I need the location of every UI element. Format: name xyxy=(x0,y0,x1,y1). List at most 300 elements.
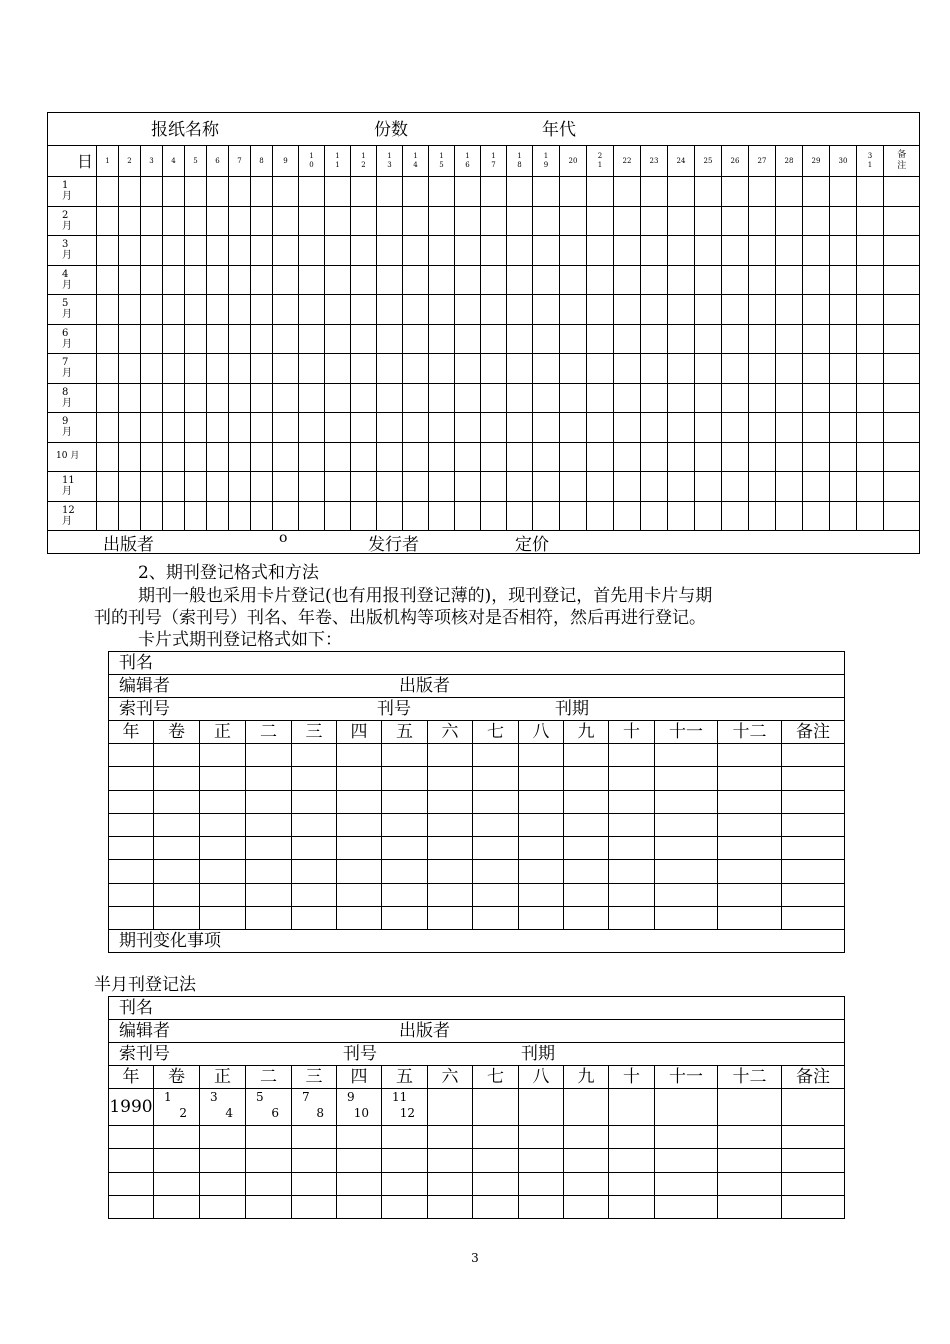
issue-pair xyxy=(337,1089,381,1125)
grid-cell xyxy=(803,472,830,502)
grid-cell xyxy=(229,324,251,354)
grid-cell xyxy=(641,383,668,413)
grid-cell xyxy=(587,295,614,325)
grid-cell xyxy=(668,324,695,354)
card2-issue-pair-cell xyxy=(200,1089,246,1126)
month-label: 4 月 xyxy=(48,265,97,295)
grid-cell xyxy=(830,324,857,354)
card2-cell xyxy=(337,1126,382,1149)
grid-cell xyxy=(325,265,351,295)
grid-cell xyxy=(273,206,299,236)
card2-cell xyxy=(473,1172,519,1195)
grid-cell xyxy=(351,177,377,207)
grid-cell xyxy=(668,177,695,207)
grid-cell xyxy=(299,442,325,472)
periodical-card-table xyxy=(108,651,845,953)
grid-cell xyxy=(429,501,455,531)
newspaper-register-table xyxy=(47,112,920,554)
grid-cell xyxy=(587,501,614,531)
issue-pair xyxy=(292,1089,336,1125)
grid-cell xyxy=(273,383,299,413)
month-rows xyxy=(48,177,920,531)
issue-even: 6 xyxy=(271,1106,279,1120)
card1-cell xyxy=(519,860,564,883)
card2-col-header: 六 xyxy=(428,1066,473,1089)
card1-cell xyxy=(109,883,154,906)
grid-cell xyxy=(533,413,560,443)
grid-cell xyxy=(377,383,403,413)
card2-cell xyxy=(200,1195,246,1218)
grid-cell xyxy=(668,413,695,443)
card2-cell xyxy=(246,1149,292,1172)
card-footer-row xyxy=(109,930,845,953)
grid-cell xyxy=(229,206,251,236)
grid-cell xyxy=(560,236,587,266)
grid-cell xyxy=(273,265,299,295)
card1-cell xyxy=(564,767,609,790)
card1-cell xyxy=(154,860,200,883)
day-cell: 25 xyxy=(695,146,722,177)
grid-cell xyxy=(163,206,185,236)
card2-title-row xyxy=(109,997,845,1020)
grid-cell xyxy=(830,383,857,413)
card2-issue-pair-cell xyxy=(337,1089,382,1126)
grid-cell xyxy=(119,206,141,236)
card1-col-header: 三 xyxy=(292,721,337,744)
grid-cell xyxy=(749,472,776,502)
card1-cell xyxy=(337,790,382,813)
grid-cell xyxy=(273,413,299,443)
grid-cell xyxy=(587,442,614,472)
card2-cell xyxy=(246,1172,292,1195)
card2-editor-label: 编辑者 xyxy=(119,1021,170,1041)
card1-col-header: 八 xyxy=(519,721,564,744)
grid-cell xyxy=(229,236,251,266)
grid-cell xyxy=(481,442,507,472)
grid-cell xyxy=(614,324,641,354)
grid-cell xyxy=(668,265,695,295)
grid-cell xyxy=(403,472,429,502)
card1-cell xyxy=(200,860,246,883)
card2-cell xyxy=(609,1126,655,1149)
issue-pair xyxy=(382,1089,427,1125)
grid-cell xyxy=(429,236,455,266)
grid-cell xyxy=(803,177,830,207)
grid-cell xyxy=(403,501,429,531)
card1-cell xyxy=(609,744,655,767)
card2-cell xyxy=(564,1149,609,1172)
grid-cell xyxy=(533,324,560,354)
grid-cell xyxy=(351,206,377,236)
card2-col-header: 三 xyxy=(292,1066,337,1089)
grid-cell xyxy=(884,206,920,236)
grid-cell xyxy=(587,177,614,207)
grid-cell xyxy=(533,236,560,266)
card2-cell xyxy=(109,1149,154,1172)
day-cell: 6 xyxy=(207,146,229,177)
newspaper-header-row xyxy=(48,113,920,146)
grid-cell xyxy=(207,501,229,531)
grid-cell xyxy=(325,354,351,384)
grid-cell xyxy=(641,295,668,325)
card-title-label: 刊名 xyxy=(119,653,153,673)
grid-cell xyxy=(377,354,403,384)
grid-cell xyxy=(668,354,695,384)
card-intro: 卡片式期刊登记格式如下： xyxy=(138,630,342,650)
day-cell: 2 xyxy=(119,146,141,177)
card1-cell xyxy=(655,883,718,906)
card1-cell xyxy=(655,790,718,813)
grid-cell xyxy=(429,383,455,413)
grid-cell xyxy=(749,265,776,295)
grid-cell xyxy=(273,295,299,325)
card2-cell xyxy=(246,1126,292,1149)
grid-cell xyxy=(507,442,533,472)
card2-title-label: 刊名 xyxy=(119,998,153,1018)
card1-empty-row xyxy=(109,813,845,836)
card2-cell xyxy=(519,1172,564,1195)
publisher-label: 出版者 xyxy=(103,535,154,554)
grid-cell xyxy=(119,236,141,266)
grid-cell xyxy=(351,501,377,531)
card1-cell xyxy=(246,907,292,930)
grid-cell xyxy=(141,442,163,472)
card1-cell xyxy=(473,883,519,906)
day-cell: 3 1 xyxy=(857,146,884,177)
grid-cell xyxy=(481,177,507,207)
remarks-header-cell: 备 注 xyxy=(884,146,920,177)
grid-cell xyxy=(857,413,884,443)
issue-odd: 9 xyxy=(347,1090,355,1104)
card2-cell xyxy=(655,1172,718,1195)
card2-cell xyxy=(109,1195,154,1218)
issue-even: 12 xyxy=(399,1106,415,1120)
distributor-label: 发行者 xyxy=(368,535,419,554)
card1-cell xyxy=(718,907,782,930)
card1-cell xyxy=(154,767,200,790)
grid-cell xyxy=(163,354,185,384)
day-header-row xyxy=(48,146,920,177)
card1-empty-row xyxy=(109,907,845,930)
grid-cell xyxy=(507,265,533,295)
grid-cell xyxy=(776,413,803,443)
grid-cell xyxy=(377,265,403,295)
card1-cell xyxy=(292,837,337,860)
grid-cell xyxy=(749,442,776,472)
grid-cell xyxy=(641,354,668,384)
grid-cell xyxy=(97,236,119,266)
grid-cell xyxy=(229,442,251,472)
card1-cell xyxy=(519,813,564,836)
card1-cell xyxy=(200,813,246,836)
card1-cell xyxy=(200,837,246,860)
card2-empty-row xyxy=(109,1172,845,1195)
card1-cell xyxy=(609,883,655,906)
card1-cell xyxy=(564,813,609,836)
grid-cell xyxy=(668,236,695,266)
grid-cell xyxy=(207,236,229,266)
card1-cell xyxy=(246,790,292,813)
newspaper-name-label: 报纸名称 xyxy=(151,120,219,140)
issue-even: 10 xyxy=(353,1106,369,1120)
grid-cell xyxy=(722,383,749,413)
card1-cell xyxy=(473,813,519,836)
card1-cell xyxy=(564,744,609,767)
card1-cell xyxy=(718,860,782,883)
grid-cell xyxy=(830,206,857,236)
card2-col-header: 九 xyxy=(564,1066,609,1089)
grid-cell xyxy=(830,354,857,384)
grid-cell xyxy=(119,324,141,354)
grid-cell xyxy=(97,265,119,295)
grid-cell xyxy=(455,177,481,207)
grid-cell xyxy=(325,236,351,266)
grid-cell xyxy=(229,501,251,531)
grid-cell xyxy=(403,265,429,295)
day-cell: 9 xyxy=(273,146,299,177)
grid-cell xyxy=(229,177,251,207)
card1-cell xyxy=(428,744,473,767)
card2-cell xyxy=(382,1126,428,1149)
grid-cell xyxy=(325,177,351,207)
grid-cell xyxy=(614,472,641,502)
grid-cell xyxy=(377,295,403,325)
grid-cell xyxy=(668,442,695,472)
grid-cell xyxy=(722,324,749,354)
grid-cell xyxy=(641,206,668,236)
card1-cell xyxy=(609,860,655,883)
card1-cell xyxy=(655,837,718,860)
card1-cell xyxy=(609,907,655,930)
grid-cell xyxy=(299,472,325,502)
grid-cell xyxy=(455,383,481,413)
day-cell: 22 xyxy=(614,146,641,177)
card2-cell xyxy=(609,1172,655,1195)
grid-cell xyxy=(749,295,776,325)
grid-cell xyxy=(403,413,429,443)
card2-cell xyxy=(473,1195,519,1218)
card1-empty-row xyxy=(109,744,845,767)
grid-cell xyxy=(229,265,251,295)
card2-cell xyxy=(718,1172,782,1195)
card1-cell xyxy=(655,860,718,883)
card2-cell xyxy=(428,1126,473,1149)
card2-cell xyxy=(337,1172,382,1195)
grid-cell xyxy=(251,324,273,354)
grid-cell xyxy=(884,177,920,207)
card1-cell xyxy=(292,860,337,883)
card1-cell xyxy=(337,837,382,860)
grid-cell xyxy=(481,501,507,531)
card1-cell xyxy=(519,837,564,860)
card1-cell xyxy=(718,837,782,860)
grid-cell xyxy=(560,413,587,443)
day-cell: 1 xyxy=(97,146,119,177)
card2-cell xyxy=(473,1089,519,1126)
grid-cell xyxy=(429,442,455,472)
grid-cell xyxy=(119,472,141,502)
card1-col-header: 六 xyxy=(428,721,473,744)
card1-cell xyxy=(782,860,845,883)
grid-cell xyxy=(641,472,668,502)
grid-cell xyxy=(299,265,325,295)
card1-cell xyxy=(246,883,292,906)
card1-cell xyxy=(200,883,246,906)
card1-cell xyxy=(382,907,428,930)
grid-cell xyxy=(507,177,533,207)
grid-cell xyxy=(251,442,273,472)
newspaper-footer-row xyxy=(48,531,920,554)
grid-cell xyxy=(351,442,377,472)
grid-cell xyxy=(641,177,668,207)
grid-cell xyxy=(429,413,455,443)
grid-cell xyxy=(481,265,507,295)
semi-monthly-card-table xyxy=(108,996,845,1219)
grid-cell xyxy=(884,265,920,295)
grid-cell xyxy=(614,383,641,413)
grid-cell xyxy=(641,265,668,295)
card2-cell xyxy=(200,1126,246,1149)
grid-cell xyxy=(668,206,695,236)
issue-period-label: 刊期 xyxy=(555,699,589,719)
card2-cell xyxy=(246,1195,292,1218)
card1-cell xyxy=(154,744,200,767)
grid-cell xyxy=(185,206,207,236)
month-row xyxy=(48,265,920,295)
grid-cell xyxy=(507,236,533,266)
card1-cell xyxy=(246,767,292,790)
grid-cell xyxy=(273,177,299,207)
grid-cell xyxy=(455,265,481,295)
grid-cell xyxy=(229,354,251,384)
issue-pair xyxy=(246,1089,291,1125)
issue-odd: 3 xyxy=(210,1090,218,1104)
card1-cell xyxy=(782,790,845,813)
card1-cell xyxy=(337,883,382,906)
grid-cell xyxy=(803,413,830,443)
issue-number-label: 刊号 xyxy=(377,699,411,719)
grid-cell xyxy=(481,324,507,354)
card-editor-row xyxy=(109,675,845,698)
day-cell: 26 xyxy=(722,146,749,177)
grid-cell xyxy=(749,354,776,384)
grid-cell xyxy=(560,472,587,502)
day-cell: 1 0 xyxy=(299,146,325,177)
card1-cell xyxy=(292,813,337,836)
grid-cell xyxy=(97,295,119,325)
grid-cell xyxy=(299,413,325,443)
grid-cell xyxy=(560,177,587,207)
month-row xyxy=(48,236,920,266)
grid-cell xyxy=(119,383,141,413)
grid-cell xyxy=(207,206,229,236)
grid-cell xyxy=(119,265,141,295)
grid-cell xyxy=(776,324,803,354)
grid-cell xyxy=(377,442,403,472)
grid-cell xyxy=(185,354,207,384)
grid-cell xyxy=(141,265,163,295)
grid-cell xyxy=(299,206,325,236)
grid-cell xyxy=(641,501,668,531)
day-cell: 1 4 xyxy=(403,146,429,177)
card2-col-header: 十二 xyxy=(718,1066,782,1089)
grid-cell xyxy=(857,383,884,413)
grid-cell xyxy=(695,177,722,207)
grid-cell xyxy=(695,206,722,236)
card1-cell xyxy=(154,837,200,860)
card2-cell xyxy=(564,1089,609,1126)
card2-cell xyxy=(519,1126,564,1149)
grid-cell xyxy=(273,472,299,502)
month-label: 12 月 xyxy=(48,501,97,531)
card1-col-header: 五 xyxy=(382,721,428,744)
grid-cell xyxy=(251,472,273,502)
grid-cell xyxy=(429,295,455,325)
grid-cell xyxy=(587,265,614,295)
day-cell: 1 2 xyxy=(351,146,377,177)
card-publisher-label: 出版者 xyxy=(399,676,450,696)
grid-cell xyxy=(776,265,803,295)
card1-cell xyxy=(519,790,564,813)
grid-cell xyxy=(614,413,641,443)
card1-cell xyxy=(428,907,473,930)
grid-cell xyxy=(377,177,403,207)
grid-cell xyxy=(325,472,351,502)
grid-cell xyxy=(507,383,533,413)
grid-cell xyxy=(695,324,722,354)
card1-cell xyxy=(655,744,718,767)
card1-cell xyxy=(519,767,564,790)
grid-cell xyxy=(377,472,403,502)
grid-cell xyxy=(641,236,668,266)
month-label: 6 月 xyxy=(48,324,97,354)
grid-cell xyxy=(695,265,722,295)
day-cell: 23 xyxy=(641,146,668,177)
grid-cell xyxy=(481,295,507,325)
grid-cell xyxy=(803,206,830,236)
card1-cell xyxy=(292,790,337,813)
card1-cell xyxy=(292,744,337,767)
card2-cell xyxy=(292,1172,337,1195)
card1-cell xyxy=(109,790,154,813)
card2-col-header: 四 xyxy=(337,1066,382,1089)
grid-cell xyxy=(884,472,920,502)
grid-cell xyxy=(803,354,830,384)
card1-empty-row xyxy=(109,790,845,813)
grid-cell xyxy=(695,383,722,413)
grid-cell xyxy=(587,206,614,236)
card1-cell xyxy=(109,767,154,790)
grid-cell xyxy=(163,442,185,472)
card1-cell xyxy=(109,860,154,883)
grid-cell xyxy=(377,206,403,236)
month-row xyxy=(48,177,920,207)
day-cell: 1 1 xyxy=(325,146,351,177)
grid-cell xyxy=(857,442,884,472)
grid-cell xyxy=(803,265,830,295)
grid-cell xyxy=(587,472,614,502)
card2-col-header: 年 xyxy=(109,1066,154,1089)
day-cell: 29 xyxy=(803,146,830,177)
grid-cell xyxy=(141,236,163,266)
grid-cell xyxy=(481,206,507,236)
grid-cell xyxy=(251,265,273,295)
grid-cell xyxy=(299,177,325,207)
grid-cell xyxy=(207,265,229,295)
day-cell: 27 xyxy=(749,146,776,177)
card1-cell xyxy=(519,883,564,906)
grid-cell xyxy=(695,295,722,325)
